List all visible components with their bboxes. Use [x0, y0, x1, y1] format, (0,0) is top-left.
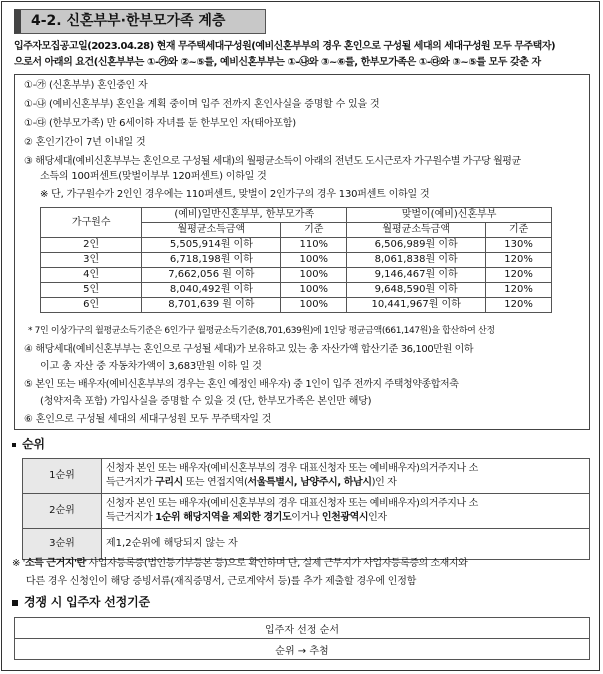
selection-value: 순위 → 추첨 [15, 639, 590, 660]
table-row [23, 459, 590, 494]
household-size: 6인 [41, 298, 142, 313]
standard-general: 110% [281, 238, 347, 253]
standard-general: 100% [281, 268, 347, 283]
table-row [41, 253, 552, 268]
col-group-dual: 맞벌이(예비)신혼부부 [347, 208, 552, 223]
col-income-2: 월평균소득금액 [347, 223, 486, 238]
req-5: ⑤ 본인 또는 배우자(예비신혼부부의 경우는 혼인 예정인 배우자) 중 1인이 입주 전까지 주택청약종합저축 [24, 379, 459, 390]
bullet-icon [12, 443, 16, 447]
col-income-1: 월평균소득금액 [142, 223, 281, 238]
household-size: 3인 [41, 253, 142, 268]
req-1c: ①-㉰ (한부모가족) 만 6세이하 자녀를 둔 한부모인 자(태아포함) [24, 118, 296, 129]
income-general: 7,662,056 원 이하 [142, 268, 281, 283]
col-standard-1: 기준 [281, 223, 347, 238]
text-span: 득근거지가 [106, 477, 156, 488]
rank-description: 제1,2순위에 해당되지 않는 자 [102, 529, 590, 560]
rank-label: 3순위 [23, 529, 102, 560]
standard-general: 100% [281, 253, 347, 268]
text-span: 득근거지가 [106, 512, 156, 523]
income-dual: 8,061,838원 이하 [347, 253, 486, 268]
text-span: 구리시 [155, 477, 183, 488]
text-span: 1순위 해당지역을 제외한 경기도 [155, 512, 292, 523]
rank-desc-line-1: 신청자 본인 또는 배우자(예비신혼부부의 경우 대표신청자 또는 예비배우자)의거주지나 소 [106, 498, 478, 509]
rank-description [102, 459, 590, 494]
rank-heading-text: 순위 [22, 437, 45, 451]
rank-heading [12, 437, 45, 451]
selection-table [14, 617, 590, 660]
standard-general: 100% [281, 298, 347, 313]
income-dual: 10,441,967원 이하 [347, 298, 486, 313]
income-dual: 6,506,989원 이하 [347, 238, 486, 253]
income-dual: 9,146,467원 이하 [347, 268, 486, 283]
col-household: 가구원수 [41, 208, 142, 238]
table-row [23, 529, 590, 560]
footnote-line-1 [12, 557, 467, 571]
req-3-note: ※ 단, 가구원수가 2인인 경우에는 110퍼센트, 맞벌이 2인가구의 경우 130퍼센트 이하일 것 [40, 189, 430, 200]
text-span: 서울특별시, 남양주시, 하남시 [247, 477, 372, 488]
square-bullet-icon [12, 600, 18, 606]
req-2: ② 혼인기간이 7년 이내일 것 [24, 137, 146, 148]
note-7-person: * 7인 이상가구의 월평균소득기준은 6인가구 월평균소득기준(8,701,639원)에 1인당 평균금액(661,147원)을 합산하여 산정 [28, 326, 495, 336]
table-row [23, 494, 590, 529]
standard-dual: 120% [486, 268, 552, 283]
table-row [41, 238, 552, 253]
intro-line-2: 으로서 아래의 요건(신혼부부는 ①-㉮와 ②~⑤를, 예비신혼부부는 ①-㉯와 ③~⑥를, 한부모가족은 ①-㉰와 ③~⑤를 모두 갖춘 자 [14, 57, 541, 68]
rank-label: 2순위 [23, 494, 102, 529]
text-span: 인자 [368, 512, 387, 523]
text-span: 또는 연접지역( [182, 477, 248, 488]
rank-desc-line-1: 신청자 본인 또는 배우자(예비신혼부부의 경우 대표신청자 또는 예비배우자)의거주지나 소 [106, 463, 478, 474]
footnote-line-2: 다른 경우 신청인이 해당 증빙서류(재직증명서, 근로계약서 등)를 추가 제출할 경우에 인정함 [26, 576, 417, 587]
table-row [41, 268, 552, 283]
rank-table [22, 458, 590, 560]
income-general: 8,701,639 원 이하 [142, 298, 281, 313]
standard-dual: 120% [486, 298, 552, 313]
text-span: ※ ' [12, 558, 25, 569]
req-1b: ①-㉯ (예비신혼부부) 혼인을 계획 중이며 입주 전까지 혼인사실을 증명할 수 있을 것 [24, 99, 380, 110]
req-3: ③ 해당세대(예비신혼부부는 혼인으로 구성될 세대)의 월평균소득이 아래의 전년도 도시근로자 가구원수별 가구당 월평균 [24, 156, 521, 167]
intro-line-1: 입주자모집공고일(2023.04.28) 현재 무주택세대구성원(예비신혼부부의 경우 혼인으로 구성될 세대의 세대구성원 모두 무주택자) [14, 41, 556, 52]
text-span: 이거나 [291, 512, 322, 523]
table-row [41, 298, 552, 313]
rank-desc-line-2 [106, 511, 585, 525]
standard-dual: 120% [486, 253, 552, 268]
req-5-cont: (청약저축 포함) 가입사실을 증명할 수 있을 것 (단, 한부모가족은 본인만 해당) [40, 396, 372, 407]
income-table [40, 207, 552, 313]
rank-description [102, 494, 590, 529]
table-row [41, 283, 552, 298]
rank-desc-line-2 [106, 476, 585, 490]
req-1a: ①-㉮ (신혼부부) 혼인중인 자 [24, 80, 148, 91]
col-standard-2: 기준 [486, 223, 552, 238]
text-span: 인천광역시 [321, 512, 369, 523]
selection-heading [12, 595, 150, 609]
income-general: 5,505,914원 이하 [142, 238, 281, 253]
text-span: 사업자등록증(법인등기부등본 등)으로 확인하며 단, 실제 근무지가 사업자등록증의 소재지와 [85, 558, 468, 569]
req-4-cont: 이고 총 자산 중 자동차가액이 3,683만원 이하 일 것 [40, 361, 262, 372]
household-size: 4인 [41, 268, 142, 283]
standard-general: 100% [281, 283, 347, 298]
req-6: ⑥ 혼인으로 구성될 세대의 세대구성원 모두 무주택자일 것 [24, 414, 272, 425]
household-size: 2인 [41, 238, 142, 253]
income-general: 8,040,492원 이하 [142, 283, 281, 298]
text-span: )인 자 [371, 477, 397, 488]
income-dual: 9,648,590원 이하 [347, 283, 486, 298]
req-3-cont: 소득의 100퍼센트(맞벌이부부 120퍼센트) 이하일 것 [40, 171, 267, 182]
text-span: 소득 근거지'란 [24, 558, 86, 569]
selection-header: 입주자 선정 순서 [15, 618, 590, 639]
section-title: 4-2. 신혼부부·한부모가족 계층 [14, 9, 266, 34]
standard-dual: 130% [486, 238, 552, 253]
standard-dual: 120% [486, 283, 552, 298]
col-group-general: (예비)일반신혼부부, 한부모가족 [142, 208, 347, 223]
selection-heading-text: 경쟁 시 입주자 선정기준 [24, 595, 150, 609]
income-general: 6,718,198원 이하 [142, 253, 281, 268]
rank-label: 1순위 [23, 459, 102, 494]
household-size: 5인 [41, 283, 142, 298]
req-4: ④ 해당세대(예비신혼부부는 혼인으로 구성될 세대)가 보유하고 있는 총 자산가액 합산기준 36,100만원 이하 [24, 344, 474, 355]
